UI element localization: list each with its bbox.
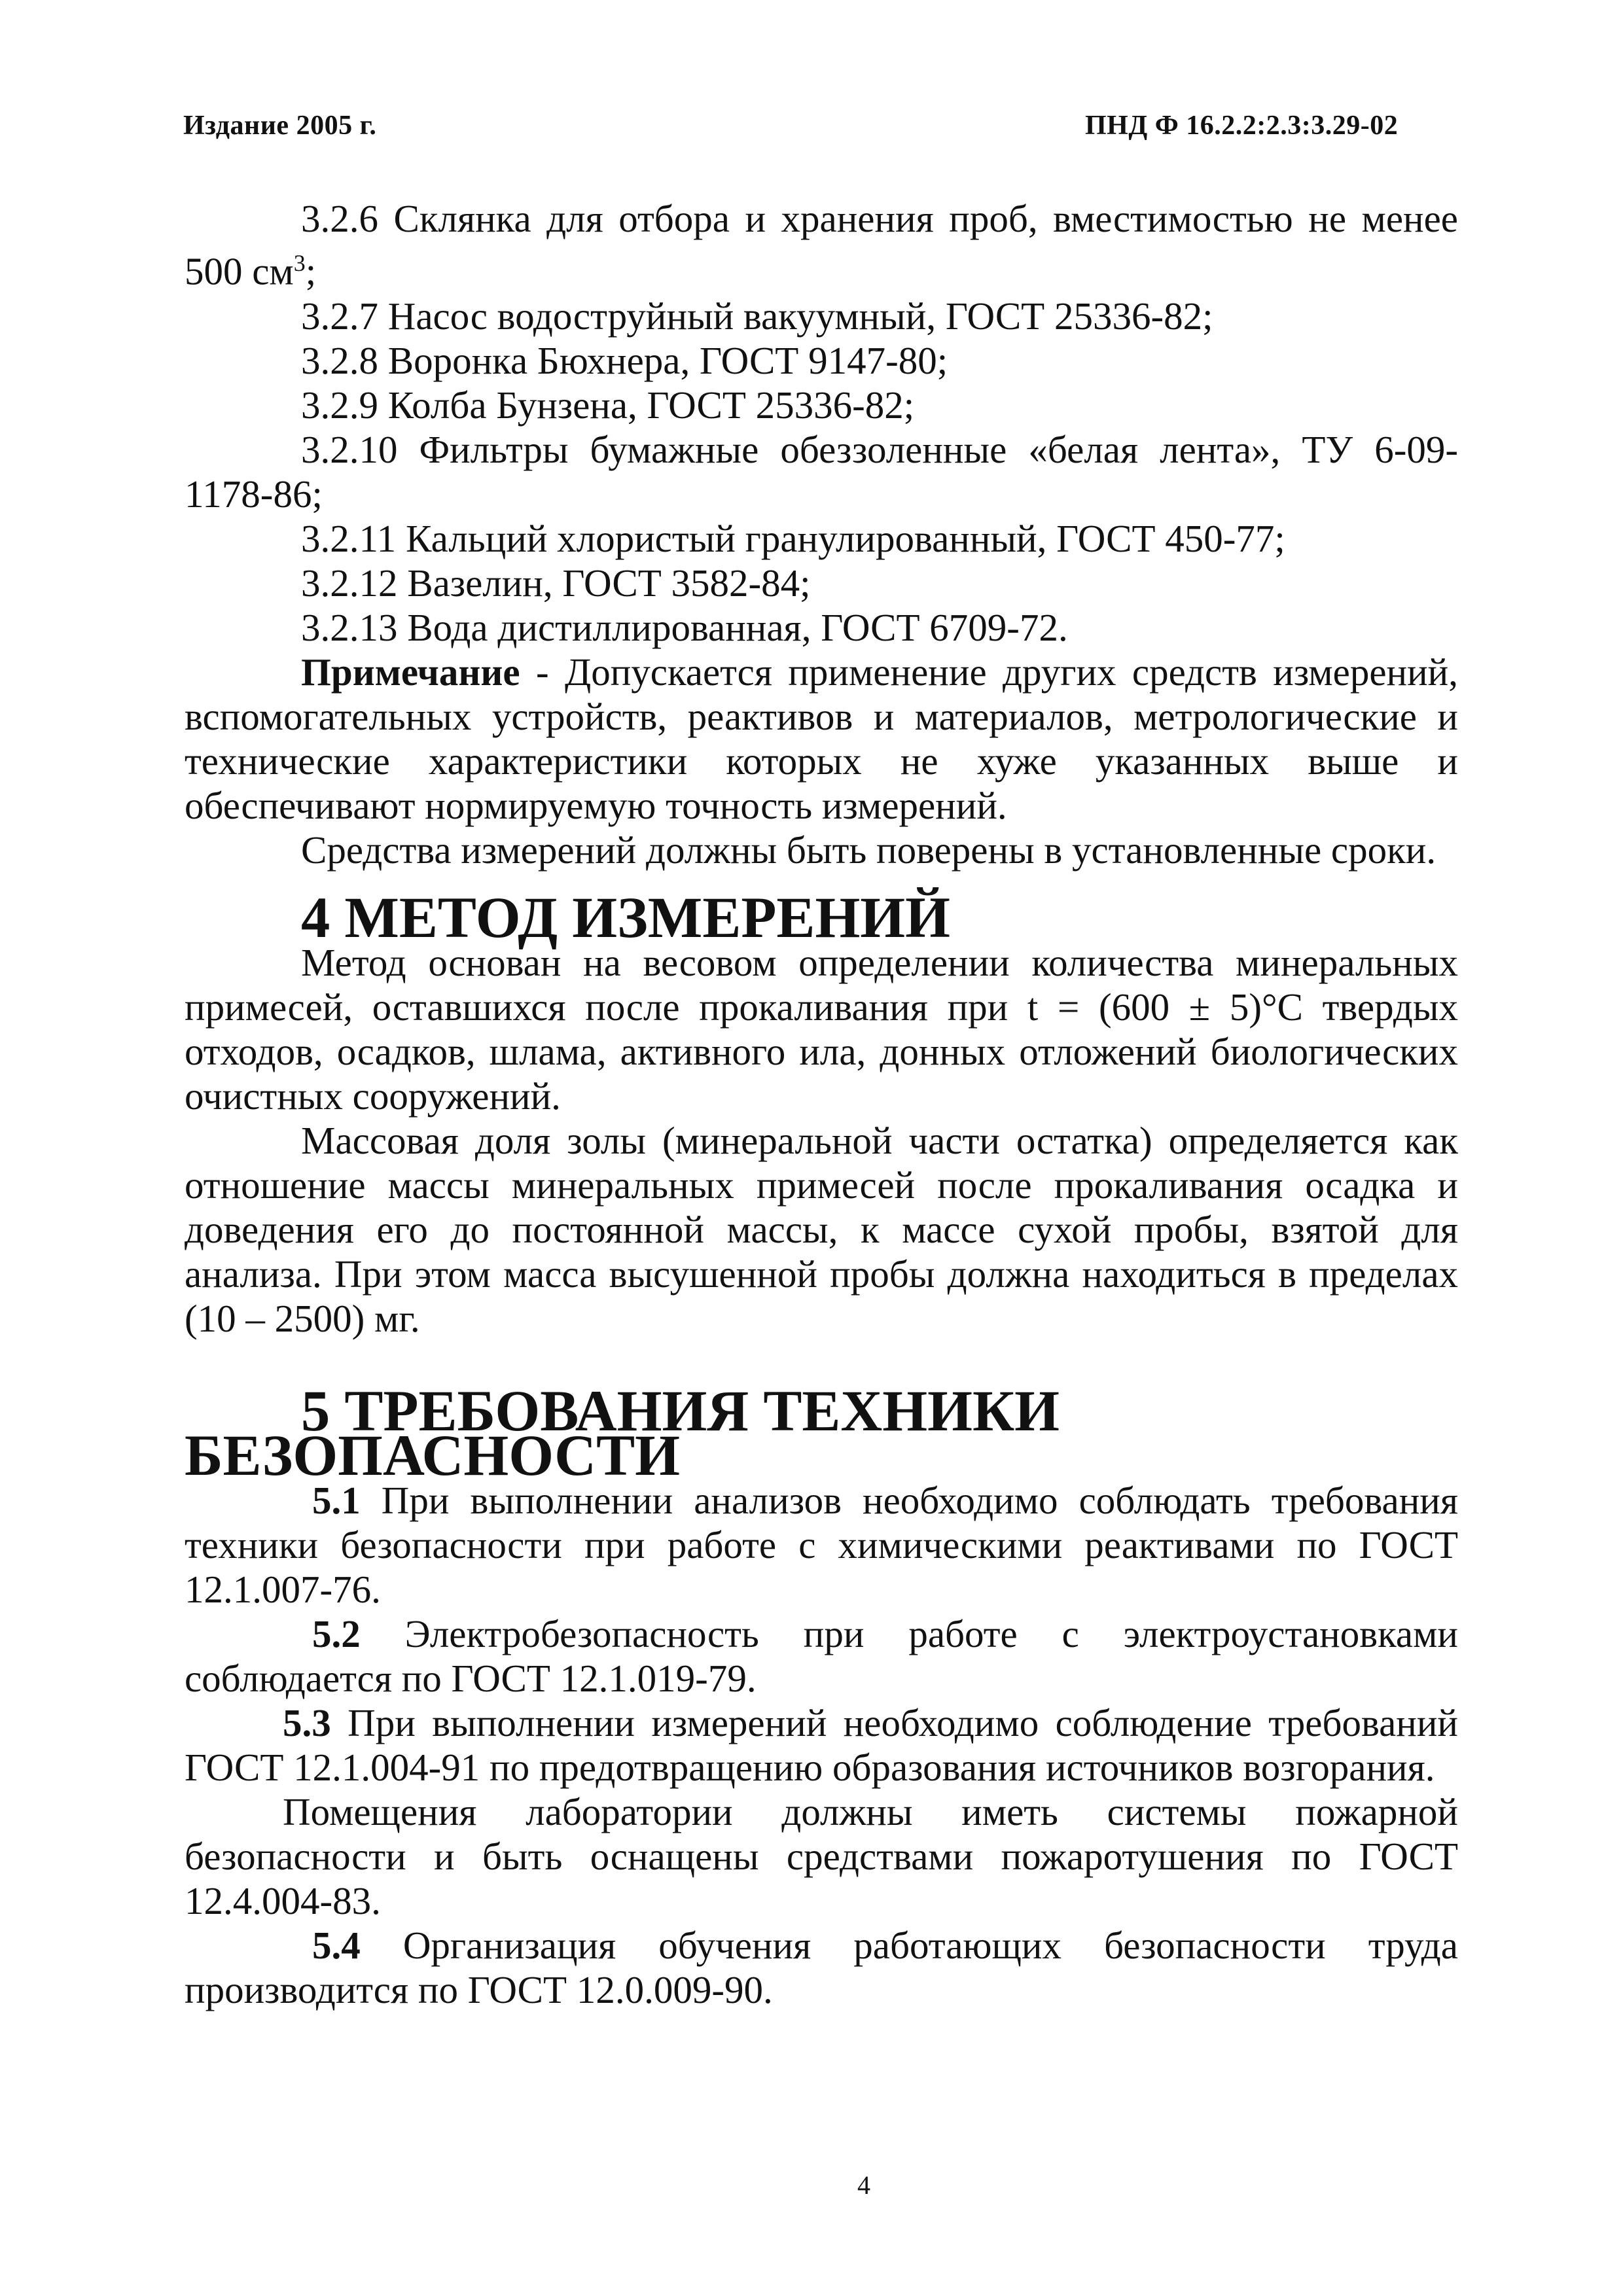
clause-5-3: 5.3 При выполнении измерений необходимо соблюдение требований ГОСТ 12.1.004-91 по предотвращению образования источников возгорания. <box>185 1701 1458 1789</box>
item-3-2-8: 3.2.8 Воронка Бюхнера, ГОСТ 9147-80; <box>301 338 948 382</box>
note-label: Примечание <box>301 650 520 694</box>
item-3-2-6: 3.2.6 Склянка для отбора и хранения проб, вместимостью не менее 500 $см^3$; <box>185 197 1458 293</box>
item-3-2-10: 3.2.10 Фильтры бумажные обеззоленные «белая лента», ТУ 6-09-1178-86; <box>185 427 1458 516</box>
item-3-2-12: 3.2.12 Вазелин, ГОСТ 3582-84; <box>301 561 811 605</box>
section-5-heading: 5 ТРЕБОВАНИЯ ТЕХНИКИ БЕЗОПАСНОСТИ <box>185 1379 1060 1488</box>
item-3-2-11: 3.2.11 Кальций хлористый гранулированный, ГОСТ 450-77; <box>301 516 1285 560</box>
edition-label: Издание 2005 г. <box>183 111 377 141</box>
clause-5-4: 5.4 Организация обучения работающих безопасности труда производится по ГОСТ 12.0.009-90. <box>185 1923 1458 2011</box>
document-code: ПНД Ф 16.2.2:2.3:3.29-02 <box>1085 111 1399 141</box>
page-number: 4 <box>857 2170 870 2200</box>
fire-safety-paragraph: Помещения лаборатории должны иметь системы пожарной безопасности и быть оснащены средствами пожаротушения по ГОСТ 12.4.004-83. <box>185 1790 1458 1922</box>
item-3-2-13: 3.2.13 Вода дистиллированная, ГОСТ 6709-72. <box>301 605 1068 649</box>
clause-5-2: 5.2 Электробезопасность при работе с электроустановками соблюдается по ГОСТ 12.1.019-79. <box>185 1612 1458 1700</box>
item-3-2-9: 3.2.9 Колба Бунзена, ГОСТ 25336-82; <box>301 383 915 427</box>
section-4-paragraph-2: Массовая доля золы (минеральной части остатка) определяется как отношение массы минеральных примесей после прокаливания осадка и доведения его до постоянной массы, к массе сухой пробы, взятой для анализа. При этом масса высушенной пробы должна находиться в пределах (10 – 2500) мг. <box>185 1118 1458 1340</box>
clause-5-1: 5.1 При выполнении анализов необходимо соблюдать требования техники безопасности при работе с химическими реактивами по ГОСТ 12.1.007-76. <box>185 1478 1458 1611</box>
page-body <box>185 196 1458 2012</box>
section-4-paragraph-1: Метод основан на весовом определении количества минеральных примесей, оставшихся после прокаливания при t = (600 ± 5)°С твердых отходов, осадков, шлама, активного ила, донных отложений биологических очистных сооружений. <box>185 940 1458 1118</box>
note-paragraph: Примечание - Допускается применение других средств измерений, вспомогательных устройств, реактивов и материалов, метрологические и технические характеристики которых не хуже указанных выше и обеспечивают нормируемую точность измерений. <box>185 650 1458 827</box>
item-3-2-7: 3.2.7 Насос водоструйный вакуумный, ГОСТ 25336-82; <box>301 294 1213 338</box>
section-4-heading: 4 МЕТОД ИЗМЕРЕНИЙ <box>301 885 950 950</box>
verification-paragraph: Средства измерений должны быть поверены в установленные сроки. <box>301 828 1436 872</box>
